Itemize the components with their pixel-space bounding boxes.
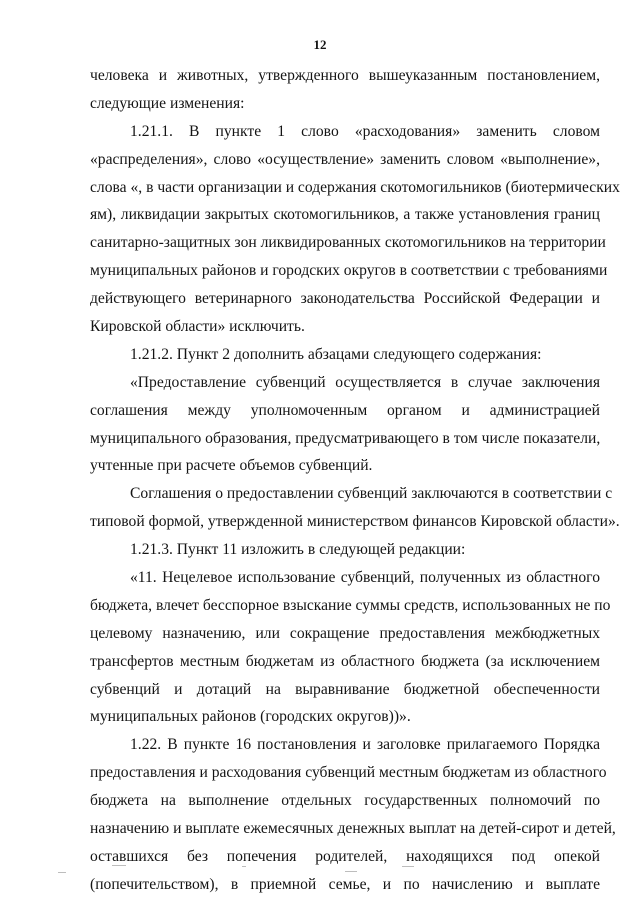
text-line: предоставления и расходования субвенций местным бюджетам из областного	[90, 764, 607, 782]
text-line: 1.21.2. Пункт 2 дополнить абзацами следующего содержания:	[130, 345, 542, 363]
text-line: муниципальных районов и городских округов в соответствии с требованиями	[90, 262, 608, 280]
text-line: «11. Нецелевое использование субвенций, полученных из областного	[130, 569, 600, 587]
text-line: «Предоставление субвенций осуществляется в случае заключения	[130, 373, 600, 391]
text-line: соглашения между уполномоченным органом и администрацией	[90, 401, 600, 419]
scan-mark	[242, 866, 246, 867]
text-line: назначению и выплате ежемесячных денежных выплат на детей-сирот и детей,	[90, 820, 616, 838]
text-line: трансфертов местным бюджетам из областного бюджета (за исключением	[90, 652, 600, 670]
text-line: муниципальных районов (городских округов))».	[90, 708, 411, 726]
text-line: бюджета на выполнение отдельных государственных полномочий по	[90, 792, 600, 810]
text-line: целевому назначению, или сокращение предоставления межбюджетных	[90, 624, 600, 642]
text-line: муниципального образования, предусматривающего в том числе показатели,	[90, 429, 601, 447]
page-number: 12	[313, 37, 327, 52]
document-body	[90, 62, 620, 899]
text-line: субвенций и дотаций на выравнивание бюджетной обеспеченности	[90, 680, 600, 698]
scan-mark	[402, 866, 414, 867]
scan-mark	[345, 871, 357, 872]
text-line: санитарно-защитных зон ликвидированных скотомогильников на территории	[90, 234, 606, 252]
text-line: следующие изменения:	[90, 94, 245, 112]
scan-artifacts	[0, 862, 640, 882]
text-line: типовой формой, утвержденной министерством финансов Кировской области».	[90, 513, 620, 531]
text-line: оставшихся без попечения родителей, находящихся под опекой	[90, 847, 600, 865]
text-line: 1.21.3. Пункт 11 изложить в следующей редакции:	[130, 541, 466, 559]
text-line: слова «, в части организации и содержания скотомогильников (биотермических	[90, 178, 620, 196]
text-line: Соглашения о предоставлении субвенций заключаются в соответствии с	[130, 485, 613, 503]
scan-mark	[112, 865, 126, 866]
text-line: бюджета, влечет бесспорное взыскание суммы средств, использованных не по	[90, 596, 611, 614]
text-line: (попечительством), в приемной семье, и по начислению и выплате	[90, 875, 600, 893]
text-line: учтенные при расчете объемов субвенций.	[90, 457, 373, 475]
text-line: действующего ветеринарного законодательства Российской Федерации и	[90, 290, 600, 308]
text-line: 1.21.1. В пункте 1 слово «расходования» заменить словом	[130, 122, 600, 140]
text-line: ям), ликвидации закрытых скотомогильников, а также установления границ	[90, 206, 600, 224]
text-line: 1.22. В пункте 16 постановления и заголовке прилагаемого Порядка	[130, 736, 600, 754]
scan-mark	[58, 872, 66, 873]
text-line: человека и животных, утвержденного вышеуказанным постановлением,	[90, 67, 600, 84]
text-line: Кировской области» исключить.	[90, 318, 305, 336]
text-line: «распределения», слово «осуществление» заменить словом «выполнение»,	[90, 150, 600, 168]
